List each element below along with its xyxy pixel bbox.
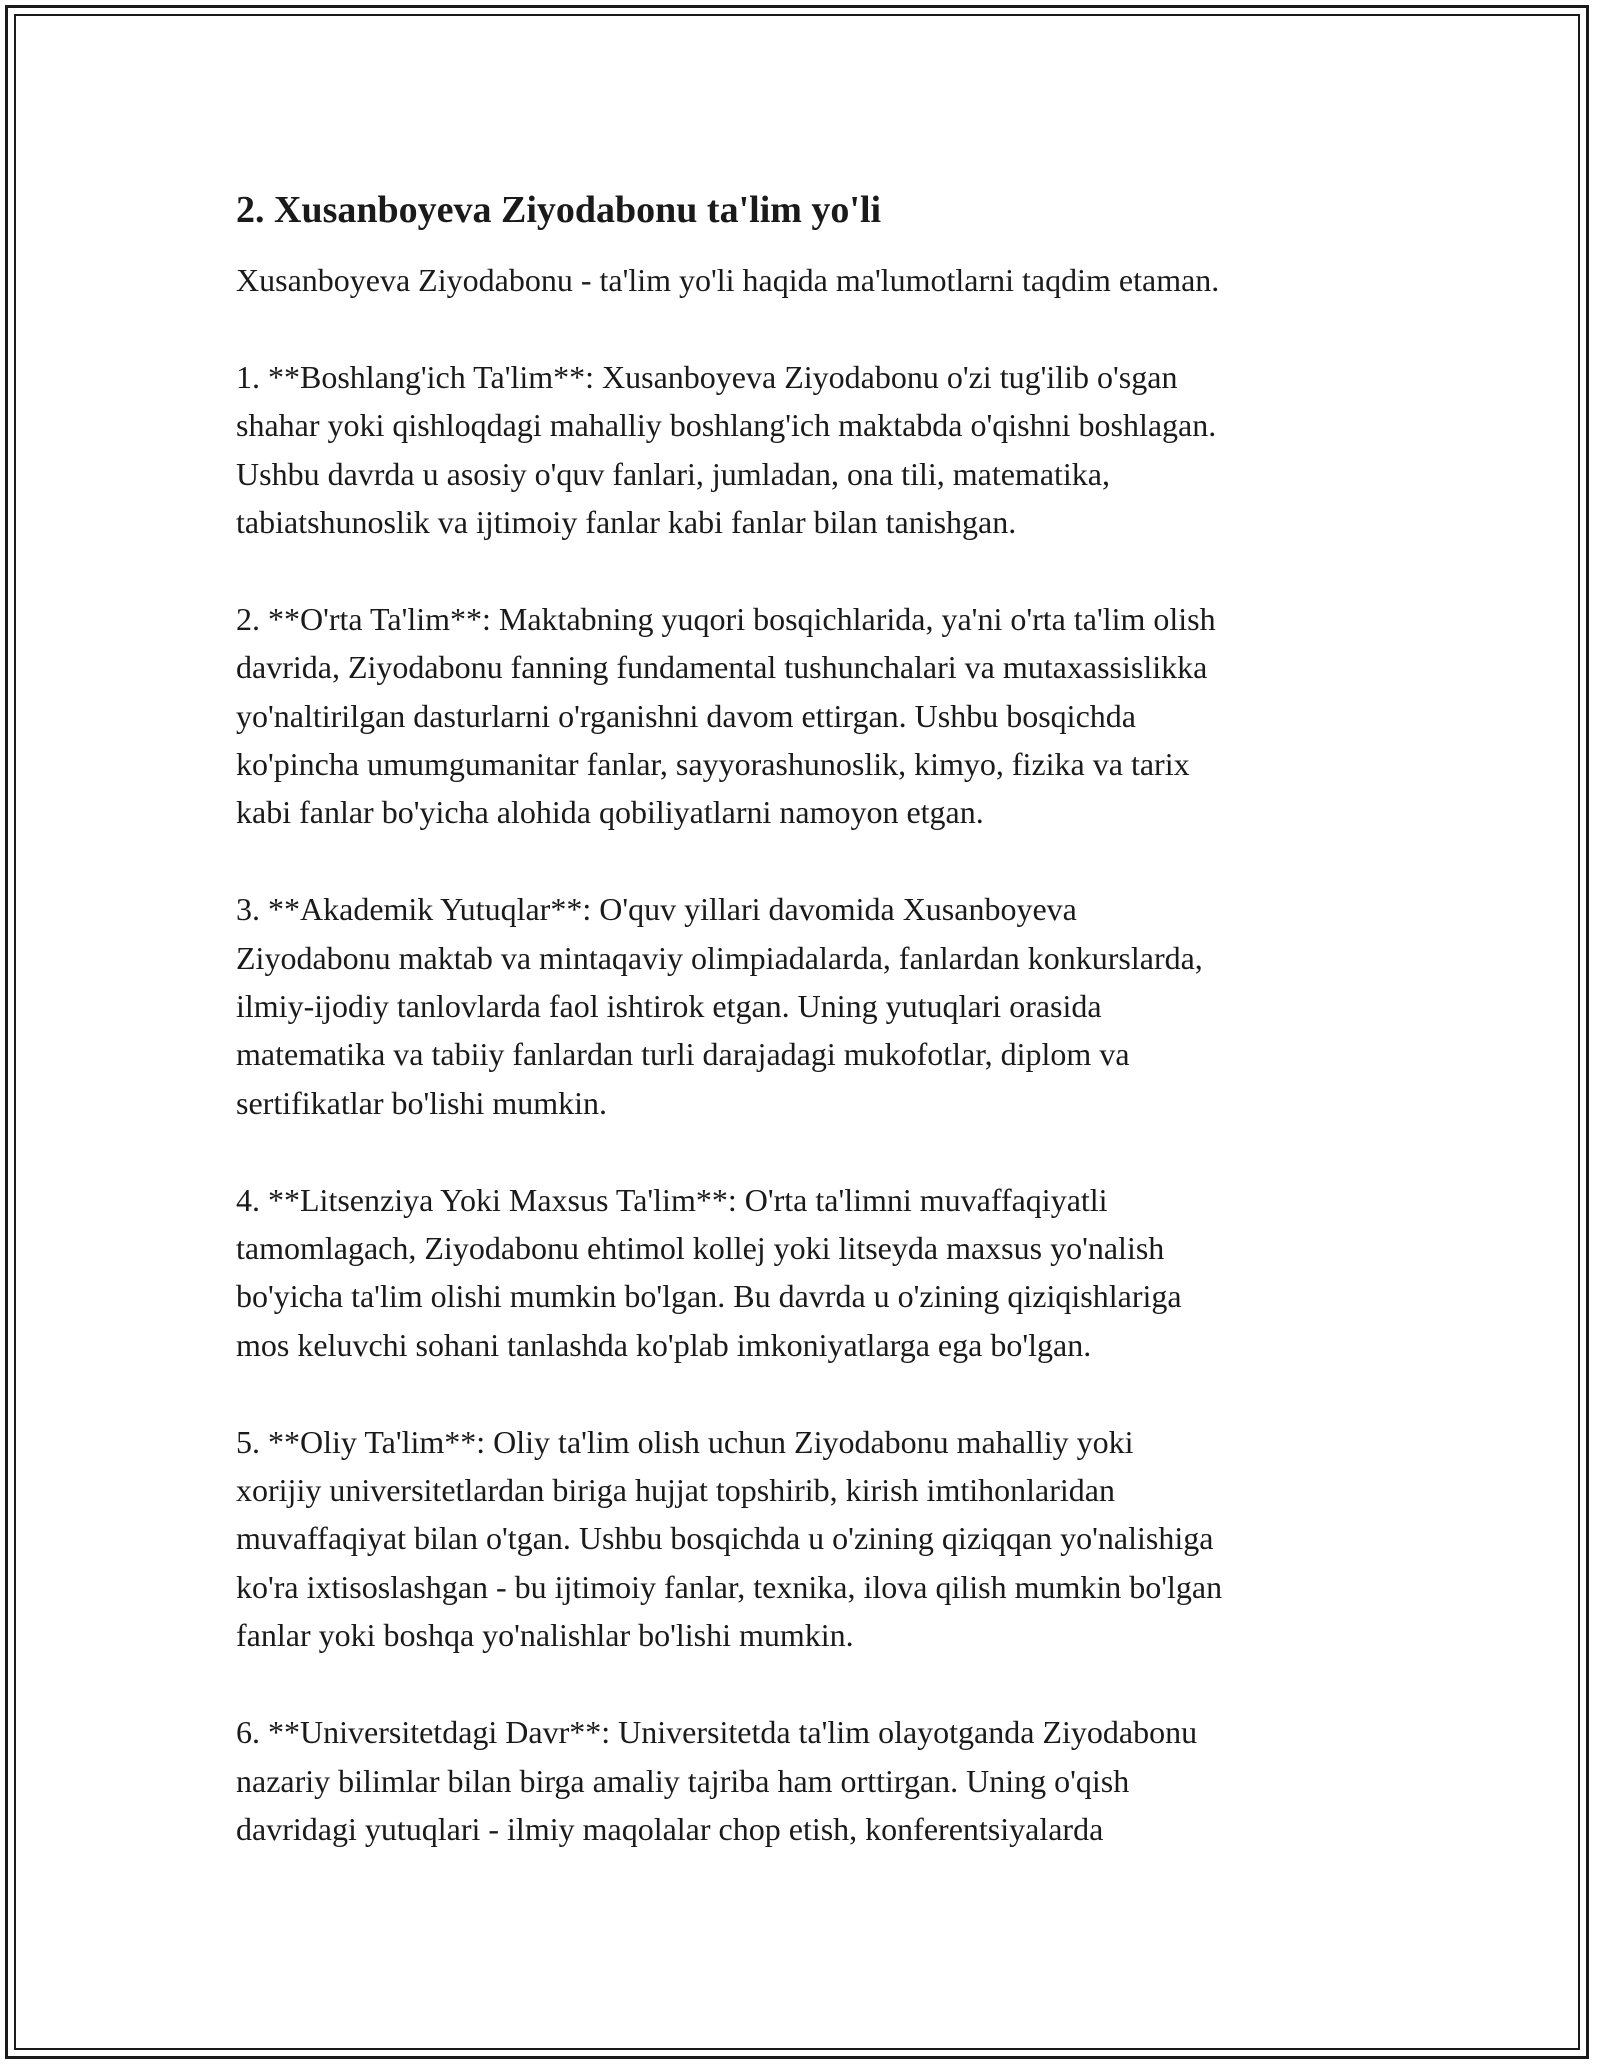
text-line: davrida, Ziyodabonu fanning fundamental tushunchalari va mutaxassislikka [236,649,1208,686]
text-line: xorijiy universitetlardan biriga hujjat topshirib, kirish imtihonlaridan [236,1472,1115,1509]
paragraph-spacer [236,1369,1376,1417]
text-line: Xusanboyeva Ziyodabonu - ta'lim yo'li haqida ma'lumotlarni taqdim etaman. [236,262,1220,298]
text-line: sertifikatlar bo'lishi mumkin. [236,1084,608,1121]
paragraph-list [236,256,1376,1853]
text-line: 3. **Akademik Yutuqlar**: O'quv yillari davomida Xusanboyeva [236,891,1077,928]
text-line: 2. **O'rta Ta'lim**: Maktabning yuqori bosqichlarida, ya'ni o'rta ta'lim olish [236,600,1216,637]
intro-paragraph [236,256,1376,304]
section-paragraph-1 [236,353,1376,547]
paragraph-spacer [236,837,1376,885]
text-line: fanlar yoki boshqa yo'nalishlar bo'lishi mumkin. [236,1617,854,1654]
text-line: ko'pincha umumgumanitar fanlar, sayyorashunoslik, kimyo, fizika va tarix [236,746,1190,783]
text-line: 5. **Oliy Ta'lim**: Oliy ta'lim olish uchun Ziyodabonu mahalliy yoki [236,1423,1134,1460]
text-line: davridagi yutuqlari - ilmiy maqolalar chop etish, konferentsiyalarda [236,1810,1104,1847]
text-line: mos keluvchi sohani tanlashda ko'plab imkoniyatlarga ega bo'lgan. [236,1326,1092,1363]
text-line: Ziyodabonu maktab va mintaqaviy olimpiadalarda, fanlardan konkurslarda, [236,939,1203,976]
section-paragraph-6 [236,1708,1376,1853]
document-body [236,186,1376,1853]
text-line: tamomlagach, Ziyodabonu ehtimol kollej yoki litseyda maxsus yo'nalish [236,1230,1165,1267]
text-line: ko'ra ixtisoslashgan - bu ijtimoiy fanlar, texnika, ilova qilish mumkin bo'lgan [236,1568,1223,1605]
section-paragraph-3 [236,885,1376,1127]
text-line: 6. **Universitetdagi Davr**: Universitetda ta'lim olayotganda Ziyodabonu [236,1714,1198,1751]
paragraph-spacer [236,1127,1376,1175]
text-line: 4. **Litsenziya Yoki Maxsus Ta'lim**: O'rta ta'limni muvaffaqiyatli [236,1181,1108,1218]
text-line: yo'naltirilgan dasturlarni o'rganishni davom ettirgan. Ushbu bosqichda [236,697,1136,734]
paragraph-spacer [236,1660,1376,1708]
text-line: tabiatshunoslik va ijtimoiy fanlar kabi fanlar bilan tanishgan. [236,504,1017,541]
section-paragraph-2 [236,595,1376,837]
paragraph-spacer [236,546,1376,594]
text-line: bo'yicha ta'lim olishi mumkin bo'lgan. Bu davrda u o'zining qiziqishlariga [236,1278,1182,1315]
text-line: ilmiy-ijodiy tanlovlarda faol ishtirok etgan. Uning yutuqlari orasida [236,988,1102,1025]
text-line: nazariy bilimlar bilan birga amaliy tajriba ham orttirgan. Uning o'qish [236,1762,1130,1799]
text-line: kabi fanlar bo'yicha alohida qobiliyatlarni namoyon etgan. [236,794,984,831]
section-paragraph-4 [236,1176,1376,1370]
text-line: muvaffaqiyat bilan o'tgan. Ushbu bosqichda u o'zining qiziqqan yo'nalishiga [236,1520,1214,1557]
text-line: 1. **Boshlang'ich Ta'lim**: Xusanboyeva Ziyodabonu o'zi tug'ilib o'sgan [236,358,1178,395]
text-line: Ushbu davrda u asosiy o'quv fanlari, jumladan, ona tili, matematika, [236,455,1110,492]
section-paragraph-5 [236,1418,1376,1660]
text-line: matematika va tabiiy fanlardan turli darajadagi mukofotlar, diplom va [236,1036,1130,1073]
text-line: shahar yoki qishloqdagi mahalliy boshlang'ich maktabda o'qishni boshlagan. [236,407,1217,444]
document-title: 2. Xusanboyeva Ziyodabonu ta'lim yo'li [236,189,882,231]
paragraph-spacer [236,304,1376,352]
